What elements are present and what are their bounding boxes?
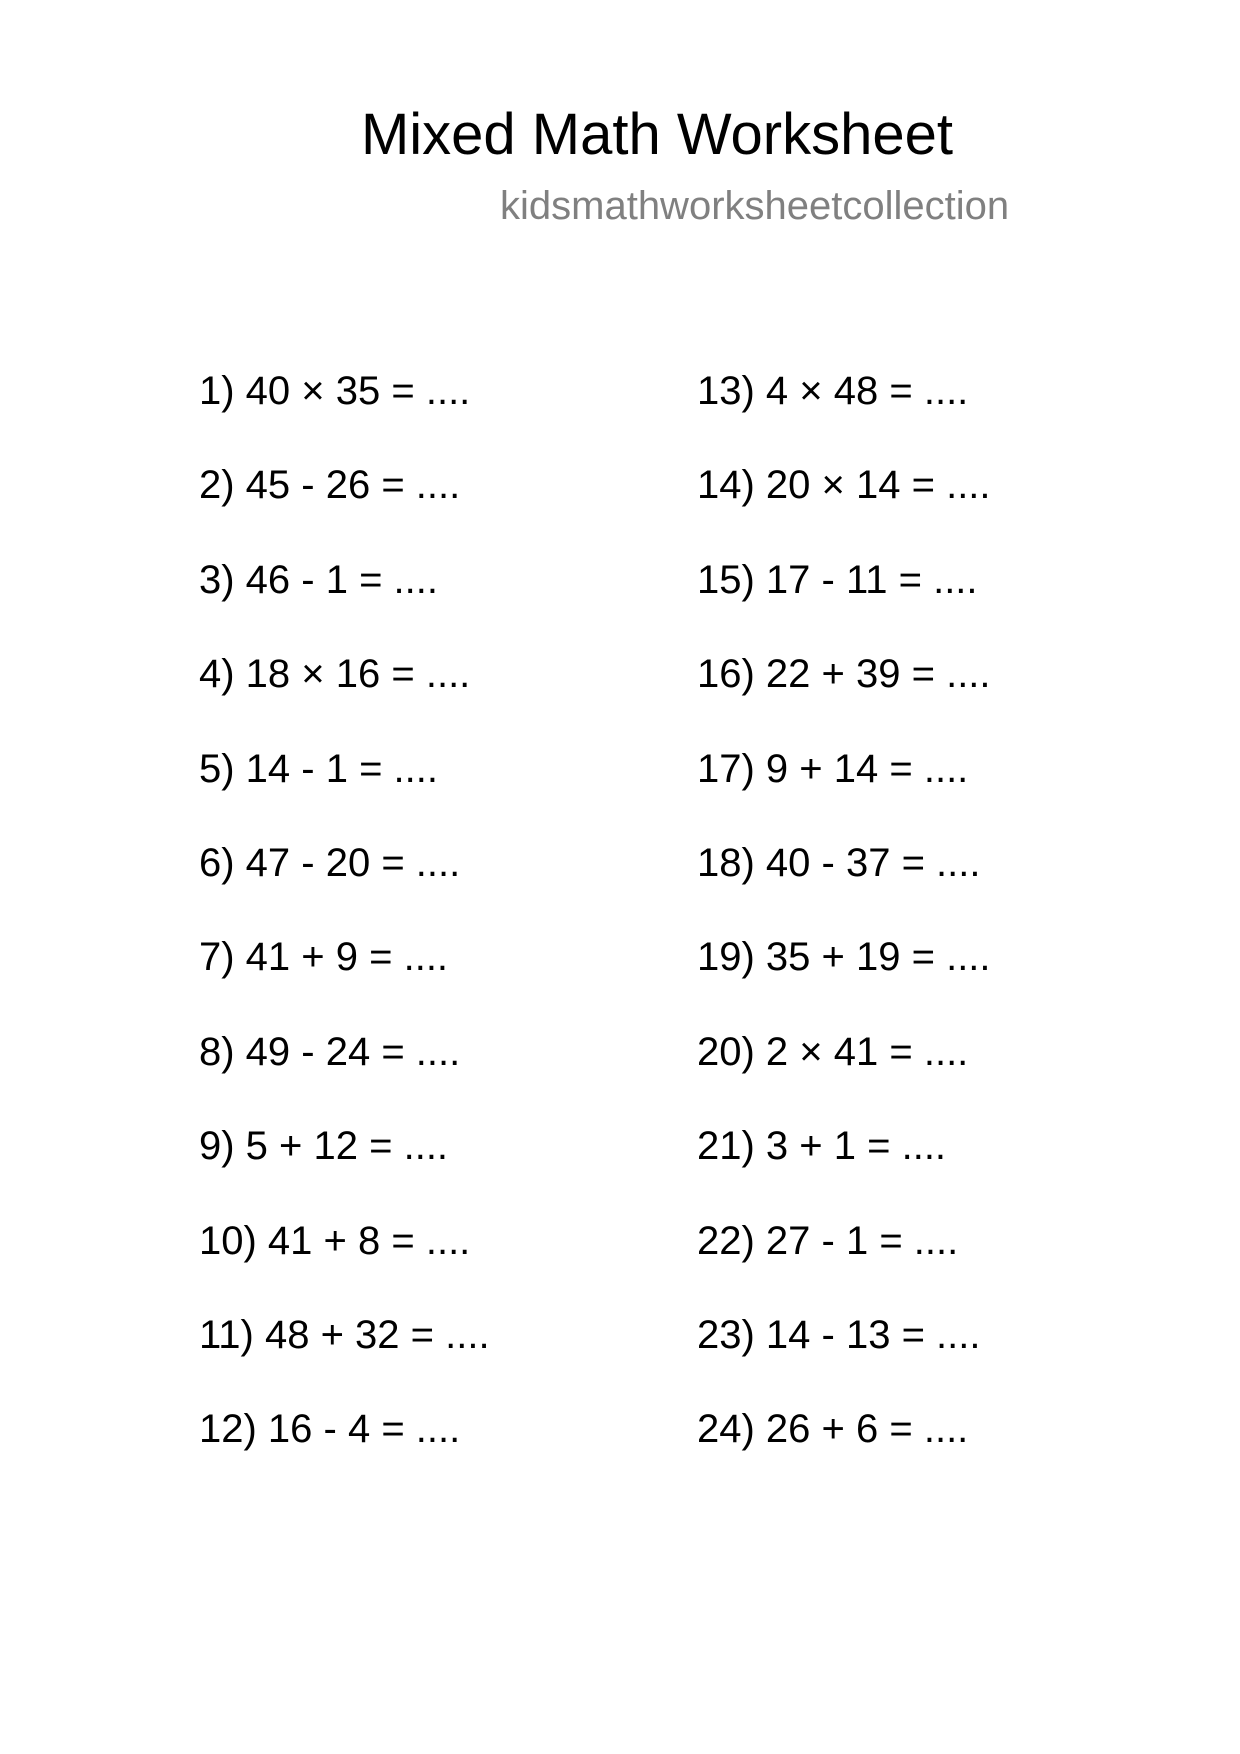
worksheet-source: kidsmathworksheetcollection <box>500 184 1010 228</box>
problem-7: 7) 41 + 9 = .... <box>199 935 449 980</box>
problem-list-right <box>697 344 991 1477</box>
problem-16: 16) 22 + 39 = .... <box>697 652 991 697</box>
problem-22: 22) 27 - 1 = .... <box>697 1218 959 1263</box>
problem-10: 10) 41 + 8 = .... <box>199 1218 471 1263</box>
problem-20: 20) 2 × 41 = .... <box>697 1029 969 1074</box>
problem-11: 11) 48 + 32 = .... <box>199 1312 490 1357</box>
problem-24: 24) 26 + 6 = .... <box>697 1407 969 1452</box>
problem-2: 2) 45 - 26 = .... <box>199 463 461 508</box>
problem-13: 13) 4 × 48 = .... <box>697 369 969 413</box>
problem-15: 15) 17 - 11 = .... <box>697 557 978 602</box>
problem-9: 9) 5 + 12 = .... <box>199 1124 449 1169</box>
problem-23: 23) 14 - 13 = .... <box>697 1312 981 1357</box>
problem-17: 17) 9 + 14 = .... <box>697 746 969 791</box>
problem-1: 1) 40 × 35 = .... <box>199 369 471 413</box>
problem-21: 21) 3 + 1 = .... <box>697 1124 947 1169</box>
problem-3: 3) 46 - 1 = .... <box>199 557 439 602</box>
problem-6: 6) 47 - 20 = .... <box>199 840 461 885</box>
problem-4: 4) 18 × 16 = .... <box>199 652 471 697</box>
problem-12: 12) 16 - 4 = .... <box>199 1407 461 1452</box>
worksheet-title: Mixed Math Worksheet <box>360 102 954 167</box>
problem-list-left <box>199 344 490 1477</box>
problem-19: 19) 35 + 19 = .... <box>697 935 991 980</box>
problem-14: 14) 20 × 14 = .... <box>697 463 991 508</box>
problem-8: 8) 49 - 24 = .... <box>199 1029 461 1074</box>
problem-5: 5) 14 - 1 = .... <box>199 746 439 791</box>
problem-18: 18) 40 - 37 = .... <box>697 840 981 885</box>
